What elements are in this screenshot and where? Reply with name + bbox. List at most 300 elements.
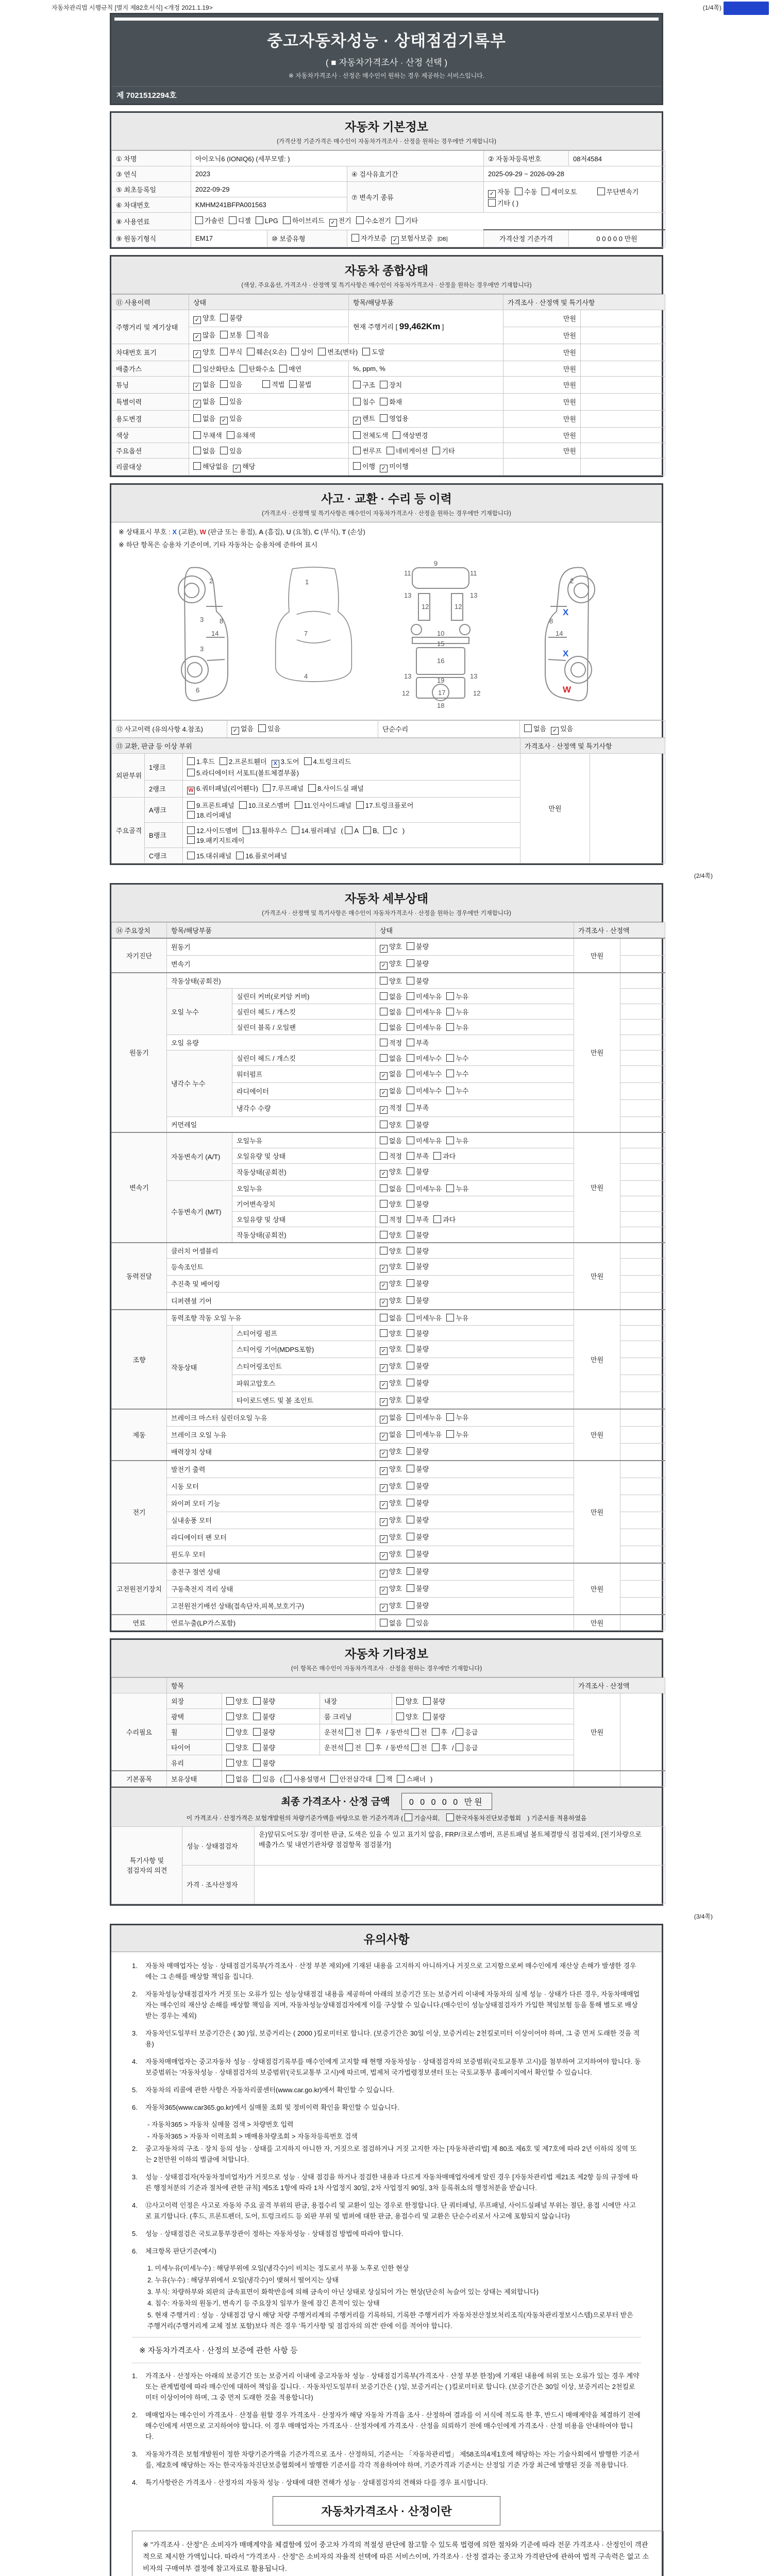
checkbox-많음[interactable] — [193, 330, 215, 341]
checkbox-있음[interactable] — [258, 723, 280, 733]
checkbox-양호[interactable] — [396, 1711, 418, 1721]
checkbox-box — [407, 1104, 414, 1111]
checkbox-렌트[interactable] — [353, 413, 375, 425]
checkbox-box: ✓ — [380, 465, 388, 472]
checkbox-양호[interactable] — [380, 1261, 402, 1273]
checkbox-box: W — [187, 787, 195, 794]
checkbox-후[interactable] — [366, 1742, 382, 1752]
checkbox-label: 기타 — [405, 217, 418, 225]
checkbox-과다[interactable] — [433, 1151, 456, 1161]
detail-title: 자동차 세부상태 — [345, 891, 428, 905]
checkbox-부족[interactable] — [407, 1038, 429, 1047]
checkbox-수소전기[interactable] — [356, 215, 391, 225]
checkbox-보험사보증[interactable] — [391, 233, 433, 244]
price-cell: 만원 — [520, 753, 590, 863]
checkbox-없음[interactable] — [226, 1774, 248, 1784]
checkbox-불량[interactable] — [220, 313, 242, 323]
checkbox-불량[interactable] — [423, 1711, 445, 1721]
table-row — [112, 443, 665, 458]
checkbox-13.휠하우스[interactable] — [243, 825, 287, 835]
checkbox-없음[interactable] — [380, 1086, 402, 1097]
checkbox-양호[interactable] — [226, 1727, 248, 1737]
checkbox-양호[interactable] — [380, 1328, 402, 1338]
checkbox-5.라디에이터 서포트(볼트체결부품)[interactable] — [187, 768, 299, 777]
checkbox-box — [193, 431, 201, 439]
checkbox-6.쿼터패널(리어휀다)[interactable] — [187, 783, 258, 794]
checkbox-C[interactable] — [383, 826, 397, 835]
checkbox-누유[interactable] — [446, 1429, 468, 1439]
checkbox-양호[interactable] — [380, 1600, 402, 1612]
checkbox-9.프론트패널[interactable] — [187, 800, 234, 810]
checkbox-응급[interactable] — [456, 1742, 478, 1752]
checkbox-box — [407, 1329, 414, 1337]
checkbox-후[interactable] — [432, 1742, 448, 1752]
checkbox-없음[interactable] — [193, 379, 215, 391]
checkbox-양호[interactable] — [226, 1711, 248, 1721]
checkbox-누수[interactable] — [446, 1069, 468, 1078]
checkbox-19.패키지트레이[interactable] — [187, 835, 244, 845]
checkbox-네비게이션[interactable] — [386, 446, 428, 455]
state-checks-2 — [392, 1708, 574, 1724]
notes-cell — [620, 1099, 665, 1116]
checkbox-4.트렁크리드[interactable] — [304, 756, 351, 766]
checkbox-미세누유[interactable] — [407, 1022, 442, 1032]
checkbox-불량[interactable] — [407, 1361, 429, 1370]
checkbox-미세누유[interactable] — [407, 1313, 442, 1323]
checkbox-2.프론트휀더[interactable] — [220, 756, 267, 766]
checkbox-세미오토[interactable] — [542, 187, 577, 196]
checkbox-box — [407, 1231, 414, 1239]
checkbox-불량[interactable] — [407, 1395, 429, 1404]
notice-subitem: 1. 미세누유(미세누수) : 해당부위에 오일(냉각수)이 비치는 정도로서 부품 노후로 인한 현상 — [147, 2264, 409, 2272]
checkbox-불량[interactable] — [407, 1246, 429, 1256]
state-checks — [376, 1443, 574, 1461]
checkbox-불량[interactable] — [407, 1344, 429, 1353]
checkbox-없음[interactable] — [380, 1429, 402, 1440]
checkbox-불량[interactable] — [407, 958, 429, 968]
checkbox-적법[interactable] — [262, 379, 284, 389]
checkbox-전[interactable] — [345, 1742, 361, 1752]
checkbox-불량[interactable] — [407, 1600, 429, 1610]
checkbox-box — [247, 348, 255, 355]
checkbox-불량[interactable] — [407, 1295, 429, 1305]
checkbox-미이행[interactable] — [380, 461, 409, 472]
checkbox-양호[interactable] — [380, 1230, 402, 1240]
checkbox-없음[interactable] — [193, 396, 215, 408]
checkbox-양호[interactable] — [380, 976, 402, 986]
checkbox-있음[interactable] — [220, 396, 242, 406]
price-cell: 만원 — [574, 1132, 620, 1243]
checkbox-label: 양호 — [389, 1247, 402, 1255]
checkbox-양호[interactable] — [380, 1532, 402, 1543]
checkbox-없음[interactable] — [231, 723, 254, 735]
checkbox-누수[interactable] — [446, 1053, 468, 1063]
checkbox-label: 상이 — [300, 348, 314, 356]
checkbox-색상변경[interactable] — [393, 430, 428, 440]
checkbox-box — [432, 1728, 440, 1736]
checkbox-양호[interactable] — [380, 1361, 402, 1372]
checkbox-일산화탄소[interactable] — [193, 364, 235, 374]
checkbox-자가보증[interactable] — [351, 233, 386, 243]
checkbox-box — [433, 1215, 441, 1223]
checkbox-17.트렁크플로어[interactable] — [356, 800, 413, 810]
checkbox-적정[interactable] — [380, 1103, 402, 1114]
checkbox-누유[interactable] — [446, 1136, 468, 1145]
checkbox-없음[interactable] — [380, 1053, 402, 1063]
checkbox-label: 양호 — [203, 314, 216, 322]
checkbox-12.사이드멤버[interactable] — [187, 825, 238, 835]
checkbox-전체도색[interactable] — [353, 430, 388, 440]
checkbox-양호[interactable] — [380, 1295, 402, 1307]
checkbox-불량[interactable] — [407, 1549, 429, 1558]
checkbox-label: 전 — [355, 1728, 361, 1736]
checkbox-불량[interactable] — [407, 1566, 429, 1576]
checkbox-잭[interactable] — [377, 1774, 393, 1784]
checkbox-도말[interactable] — [362, 347, 384, 357]
checkbox-label: A — [354, 826, 359, 835]
mileage-post: ] — [440, 323, 444, 331]
checkbox-구조[interactable] — [353, 380, 375, 389]
checkbox-label: 양호 — [389, 1262, 402, 1270]
item-label: 변속기 — [167, 955, 376, 973]
checkbox-누유[interactable] — [446, 1183, 468, 1193]
item-label-2: 내장 — [320, 1693, 392, 1708]
vehicle-name-value: 아이오닉6 (IONIQ6) (세부모델: ) — [191, 151, 484, 166]
item-label: 워터펌프 — [232, 1065, 376, 1082]
checkbox-안전삼각대[interactable] — [330, 1774, 372, 1784]
notes-cell — [620, 1292, 665, 1310]
checkbox-불량[interactable] — [407, 1464, 429, 1473]
checkbox-box — [236, 852, 244, 859]
checkbox-있음[interactable] — [551, 723, 573, 735]
device-group-연료: 연료 — [112, 1615, 167, 1631]
checkbox-불법[interactable] — [289, 379, 311, 389]
checkbox-누유[interactable] — [446, 1412, 468, 1422]
checkbox-양호[interactable] — [396, 1696, 418, 1706]
checkbox-box — [407, 1533, 414, 1540]
checkbox-불량[interactable] — [407, 1532, 429, 1541]
checkbox-적정[interactable] — [380, 1214, 402, 1224]
checkbox-침수[interactable] — [353, 397, 375, 406]
checkbox-매연[interactable] — [279, 364, 301, 374]
checkbox-불량[interactable] — [407, 1481, 429, 1490]
checkbox-양호[interactable] — [380, 1583, 402, 1595]
checkbox-불량[interactable] — [407, 1328, 429, 1338]
first-reg-value: 2022-09-29 — [191, 182, 347, 197]
checkbox-보통[interactable] — [220, 330, 242, 340]
checkbox-기타[interactable] — [396, 215, 418, 225]
checkbox-가솔린[interactable] — [195, 215, 224, 225]
svg-text:13: 13 — [404, 591, 412, 599]
checkbox-10.크로스멤버[interactable] — [239, 800, 290, 810]
checkbox-양호[interactable] — [380, 1378, 402, 1389]
checkbox-불량[interactable] — [407, 1278, 429, 1288]
vin-label: ⑥ 차대번호 — [112, 197, 191, 213]
other-header — [111, 1640, 662, 1677]
checkbox-없음[interactable] — [380, 1183, 402, 1193]
checkbox-16.플로어패널[interactable] — [236, 851, 287, 860]
notice-text: 자동차성능상태점검자가 거짓 또는 오류가 있는 성능상태점검 내용을 제공하여 아래의 보증기간 또는 보증거리 이내에 자동차의 실제 성능 · 상태가 다른 경우, 자동차매매업자는 매수인의 재산상 손해를 배상할 책임을 지며, 자동차성능상태점검자에게 이를 구상할 수 있습니다.(매수인이 성능상태점검자가 가입한 책임보험 등을 통해 별도로 배상받는 경우는 제외) — [145, 1990, 640, 2020]
checkbox-유채색[interactable] — [227, 430, 256, 440]
checkbox-양호[interactable] — [380, 941, 402, 953]
checkbox-누유[interactable] — [446, 1313, 468, 1323]
checkbox-있음[interactable] — [220, 446, 242, 455]
checkbox-없음[interactable] — [193, 413, 215, 423]
checkbox-1.후드[interactable] — [187, 756, 215, 766]
checkbox-label: 응급 — [465, 1743, 478, 1752]
checkbox-없음[interactable] — [380, 1069, 402, 1080]
checkbox-미세누유[interactable] — [407, 1136, 442, 1145]
checkbox-8.사이드실 패널[interactable] — [308, 783, 364, 793]
state-checks — [376, 1529, 574, 1546]
checkbox-과다[interactable] — [433, 1214, 456, 1224]
checkbox-불량[interactable] — [253, 1696, 275, 1706]
checkbox-자동[interactable] — [488, 187, 510, 198]
checkbox-불량[interactable] — [423, 1696, 445, 1706]
checkbox-없음[interactable] — [380, 1313, 402, 1323]
table-row — [112, 393, 665, 410]
checkbox-없음[interactable] — [380, 1022, 402, 1032]
checkbox-미세누유[interactable] — [407, 1183, 442, 1193]
checkbox-양호[interactable] — [380, 1446, 402, 1458]
checkbox-상이[interactable] — [291, 347, 313, 357]
checkbox-불량[interactable] — [407, 1498, 429, 1507]
checkbox-label: 가솔린 — [205, 217, 224, 225]
checkbox-무단변속기[interactable] — [597, 187, 639, 196]
checkbox-양호[interactable] — [226, 1758, 248, 1768]
item-label: 광택 — [167, 1708, 222, 1724]
checkbox-누유[interactable] — [446, 991, 468, 1001]
checkbox-있음[interactable] — [220, 379, 242, 389]
checkbox-box — [193, 365, 201, 372]
checkbox-box — [407, 1396, 414, 1403]
checkbox-후[interactable] — [432, 1727, 448, 1737]
checkbox-label: 미세누유 — [416, 1314, 442, 1322]
checkbox-없음[interactable] — [380, 1007, 402, 1016]
checkbox-불량[interactable] — [407, 1515, 429, 1524]
checkbox-부족[interactable] — [407, 1103, 429, 1112]
checkbox-label: 불량 — [416, 1167, 429, 1176]
checkbox-미세누유[interactable] — [407, 1007, 442, 1016]
checkbox-불량[interactable] — [407, 1230, 429, 1240]
checkbox-불량[interactable] — [407, 1166, 429, 1176]
checkbox-있음[interactable] — [407, 1618, 429, 1628]
state-checks — [376, 1180, 574, 1196]
checkbox-양호[interactable] — [380, 1166, 402, 1178]
checkbox-양호[interactable] — [380, 1120, 402, 1129]
checkbox-해당[interactable] — [233, 461, 255, 472]
checkbox-수동[interactable] — [515, 187, 537, 196]
checkbox-양호[interactable] — [226, 1696, 248, 1706]
checkbox-미세누수[interactable] — [407, 1069, 442, 1078]
checkbox-양호[interactable] — [193, 347, 215, 358]
checkbox-미세누수[interactable] — [407, 1053, 442, 1063]
checkbox-box — [524, 724, 532, 732]
checkbox-불량[interactable] — [407, 1446, 429, 1456]
checkbox-label: 미세누유 — [416, 1184, 442, 1193]
checkbox-미세누유[interactable] — [407, 991, 442, 1001]
accident-rows — [111, 720, 662, 863]
checkbox-적음[interactable] — [247, 330, 269, 340]
checkbox-있음[interactable] — [253, 1774, 275, 1784]
checkbox-썬루프[interactable] — [353, 446, 382, 455]
checkbox-불량[interactable] — [407, 1261, 429, 1271]
checkbox-없음[interactable] — [380, 1618, 402, 1628]
notice-item — [132, 1989, 641, 2021]
checkbox-양호[interactable] — [380, 1481, 402, 1492]
checkbox-box — [363, 826, 371, 834]
checkbox-box: ✓ — [380, 1484, 388, 1492]
checkbox-화재[interactable] — [380, 397, 402, 406]
checkbox-전[interactable] — [411, 1727, 427, 1737]
checkbox-없음[interactable] — [380, 1136, 402, 1145]
checkbox-양호[interactable] — [380, 1344, 402, 1355]
checkbox-부족[interactable] — [407, 1214, 429, 1224]
checkbox-디젤[interactable] — [229, 215, 251, 225]
state-checks — [189, 427, 349, 443]
checkbox-사용설명서[interactable] — [284, 1774, 326, 1784]
checkbox-양호[interactable] — [380, 1515, 402, 1526]
checkbox-label: 불량 — [416, 1279, 429, 1287]
checkbox-전기[interactable] — [329, 215, 351, 227]
checkbox-14.필러패널[interactable] — [292, 825, 336, 835]
checkbox-B,[interactable] — [363, 826, 379, 835]
checkbox-box — [407, 1584, 414, 1592]
checkbox-A[interactable] — [345, 826, 359, 835]
checkbox-label: 양호 — [406, 1713, 419, 1721]
usage-label: 튜닝 — [112, 376, 189, 393]
checkbox-없음[interactable] — [193, 446, 215, 455]
checkbox-적정[interactable] — [380, 1151, 402, 1161]
checkbox-누유[interactable] — [446, 1007, 468, 1016]
checkbox-전[interactable] — [345, 1727, 361, 1737]
checkbox-무채색[interactable] — [193, 430, 222, 440]
checkbox-기타 ( )[interactable] — [488, 198, 518, 208]
checkbox-없음[interactable] — [380, 1412, 402, 1423]
checkbox-label: 누유 — [456, 1314, 469, 1322]
checkbox-label: 불량 — [416, 977, 429, 985]
checkbox-양호[interactable] — [380, 1549, 402, 1560]
checkbox-label: 과다 — [443, 1215, 456, 1224]
checkbox-11.인사이드패널[interactable] — [295, 800, 351, 810]
checkbox-box — [187, 811, 195, 819]
checkbox-부식[interactable] — [220, 347, 242, 357]
checkbox-양호[interactable] — [226, 1742, 248, 1752]
notes-cell — [581, 327, 665, 344]
checkbox-불량[interactable] — [407, 1120, 429, 1129]
checkbox-불량[interactable] — [253, 1758, 275, 1768]
checkbox-양호[interactable] — [380, 1246, 402, 1256]
checkbox-기타[interactable] — [432, 446, 455, 455]
checkbox-부족[interactable] — [407, 1151, 429, 1161]
notices-list — [132, 1960, 641, 2332]
checkbox-전[interactable] — [411, 1742, 427, 1752]
sub-group-label: 작동상태 — [167, 1325, 232, 1409]
checkbox-불량[interactable] — [253, 1742, 275, 1752]
checkbox-미세누유[interactable] — [407, 1429, 442, 1439]
inspector-type-label: 가격 · 조사산정자 — [182, 1865, 255, 1904]
item-label: 오일누유 — [232, 1180, 376, 1196]
checkbox-불량[interactable] — [407, 1378, 429, 1387]
checkbox-15.대쉬패널[interactable] — [187, 851, 231, 860]
checkbox-box — [318, 348, 326, 355]
checkbox-양호[interactable] — [380, 1395, 402, 1406]
checkbox-box: ✓ — [380, 1433, 388, 1440]
standard-book-1-checkbox[interactable]: 기술사회, — [405, 1814, 440, 1822]
item-label: 실내송풍 모터 — [167, 1512, 376, 1529]
checkbox-누유[interactable] — [446, 1022, 468, 1032]
reg-no-value: 08저4584 — [569, 151, 665, 166]
checkbox-미세누유[interactable] — [407, 1412, 442, 1422]
checkbox-box: ✓ — [380, 1170, 388, 1178]
checkbox-후[interactable] — [366, 1727, 382, 1737]
checkbox-box — [407, 1121, 414, 1128]
checkbox-양호[interactable] — [380, 1566, 402, 1578]
checkbox-없음[interactable] — [524, 723, 546, 733]
checkbox-없음[interactable] — [380, 991, 402, 1001]
checkbox-변조(변타)[interactable] — [318, 347, 358, 357]
checkbox-양호[interactable] — [380, 1498, 402, 1509]
price-cell: 만원 — [503, 427, 581, 443]
checkbox-18.리어패널[interactable] — [187, 810, 231, 820]
checkbox-누수[interactable] — [446, 1086, 468, 1095]
checkbox-box — [407, 1008, 414, 1015]
checkbox-label: 양호 — [389, 1200, 402, 1208]
checkbox-이행[interactable] — [353, 461, 375, 471]
checkbox-스패너[interactable] — [397, 1774, 426, 1784]
table-row — [112, 361, 665, 376]
checkbox-label: 전기 — [338, 217, 351, 225]
checkbox-양호[interactable] — [380, 1199, 402, 1209]
checkbox-box — [407, 1345, 414, 1352]
checkbox-3.도어[interactable] — [272, 756, 299, 768]
checkbox-응급[interactable] — [456, 1727, 478, 1737]
checkbox-7.루프패널[interactable] — [263, 783, 304, 793]
checkbox-장치[interactable] — [380, 380, 402, 389]
checkbox-불량[interactable] — [407, 1583, 429, 1593]
checkbox-훼손(오손)[interactable] — [247, 347, 287, 357]
notes-cell — [581, 361, 665, 376]
checkbox-양호[interactable] — [380, 1278, 402, 1290]
checkbox-하이브리드[interactable] — [283, 215, 325, 225]
standard-book-2-checkbox[interactable]: 한국자동차진단보증협회 — [446, 1814, 522, 1822]
checkbox-label: 불량 — [416, 1247, 429, 1255]
item-label: 실린더 헤드 / 개스킷 — [232, 1050, 376, 1065]
checkbox-탄화수소[interactable] — [240, 364, 275, 374]
checkbox-양호[interactable] — [380, 958, 402, 970]
checkbox-box — [240, 365, 247, 372]
checkbox-label: 응급 — [465, 1728, 478, 1736]
checkbox-해당없음[interactable] — [193, 461, 228, 471]
checkbox-양호[interactable] — [380, 1464, 402, 1475]
checkbox-미세누수[interactable] — [407, 1086, 442, 1095]
checkbox-불량[interactable] — [407, 976, 429, 986]
warranty-checks — [347, 230, 484, 247]
checkbox-불량[interactable] — [253, 1711, 275, 1721]
checkbox-있음[interactable] — [220, 413, 242, 425]
checkbox-적정[interactable] — [380, 1038, 402, 1047]
checkbox-양호[interactable] — [193, 313, 215, 324]
checkbox-영업용[interactable] — [380, 413, 409, 423]
checkbox-불량[interactable] — [253, 1727, 275, 1737]
checkbox-불량[interactable] — [407, 1199, 429, 1209]
checkbox-box — [239, 801, 247, 809]
table-row — [112, 1865, 665, 1904]
checkbox-LPG[interactable] — [256, 216, 278, 225]
checkbox-불량[interactable] — [407, 941, 429, 951]
price-cell: 만원 — [503, 327, 581, 344]
checkbox-box — [446, 1087, 454, 1094]
